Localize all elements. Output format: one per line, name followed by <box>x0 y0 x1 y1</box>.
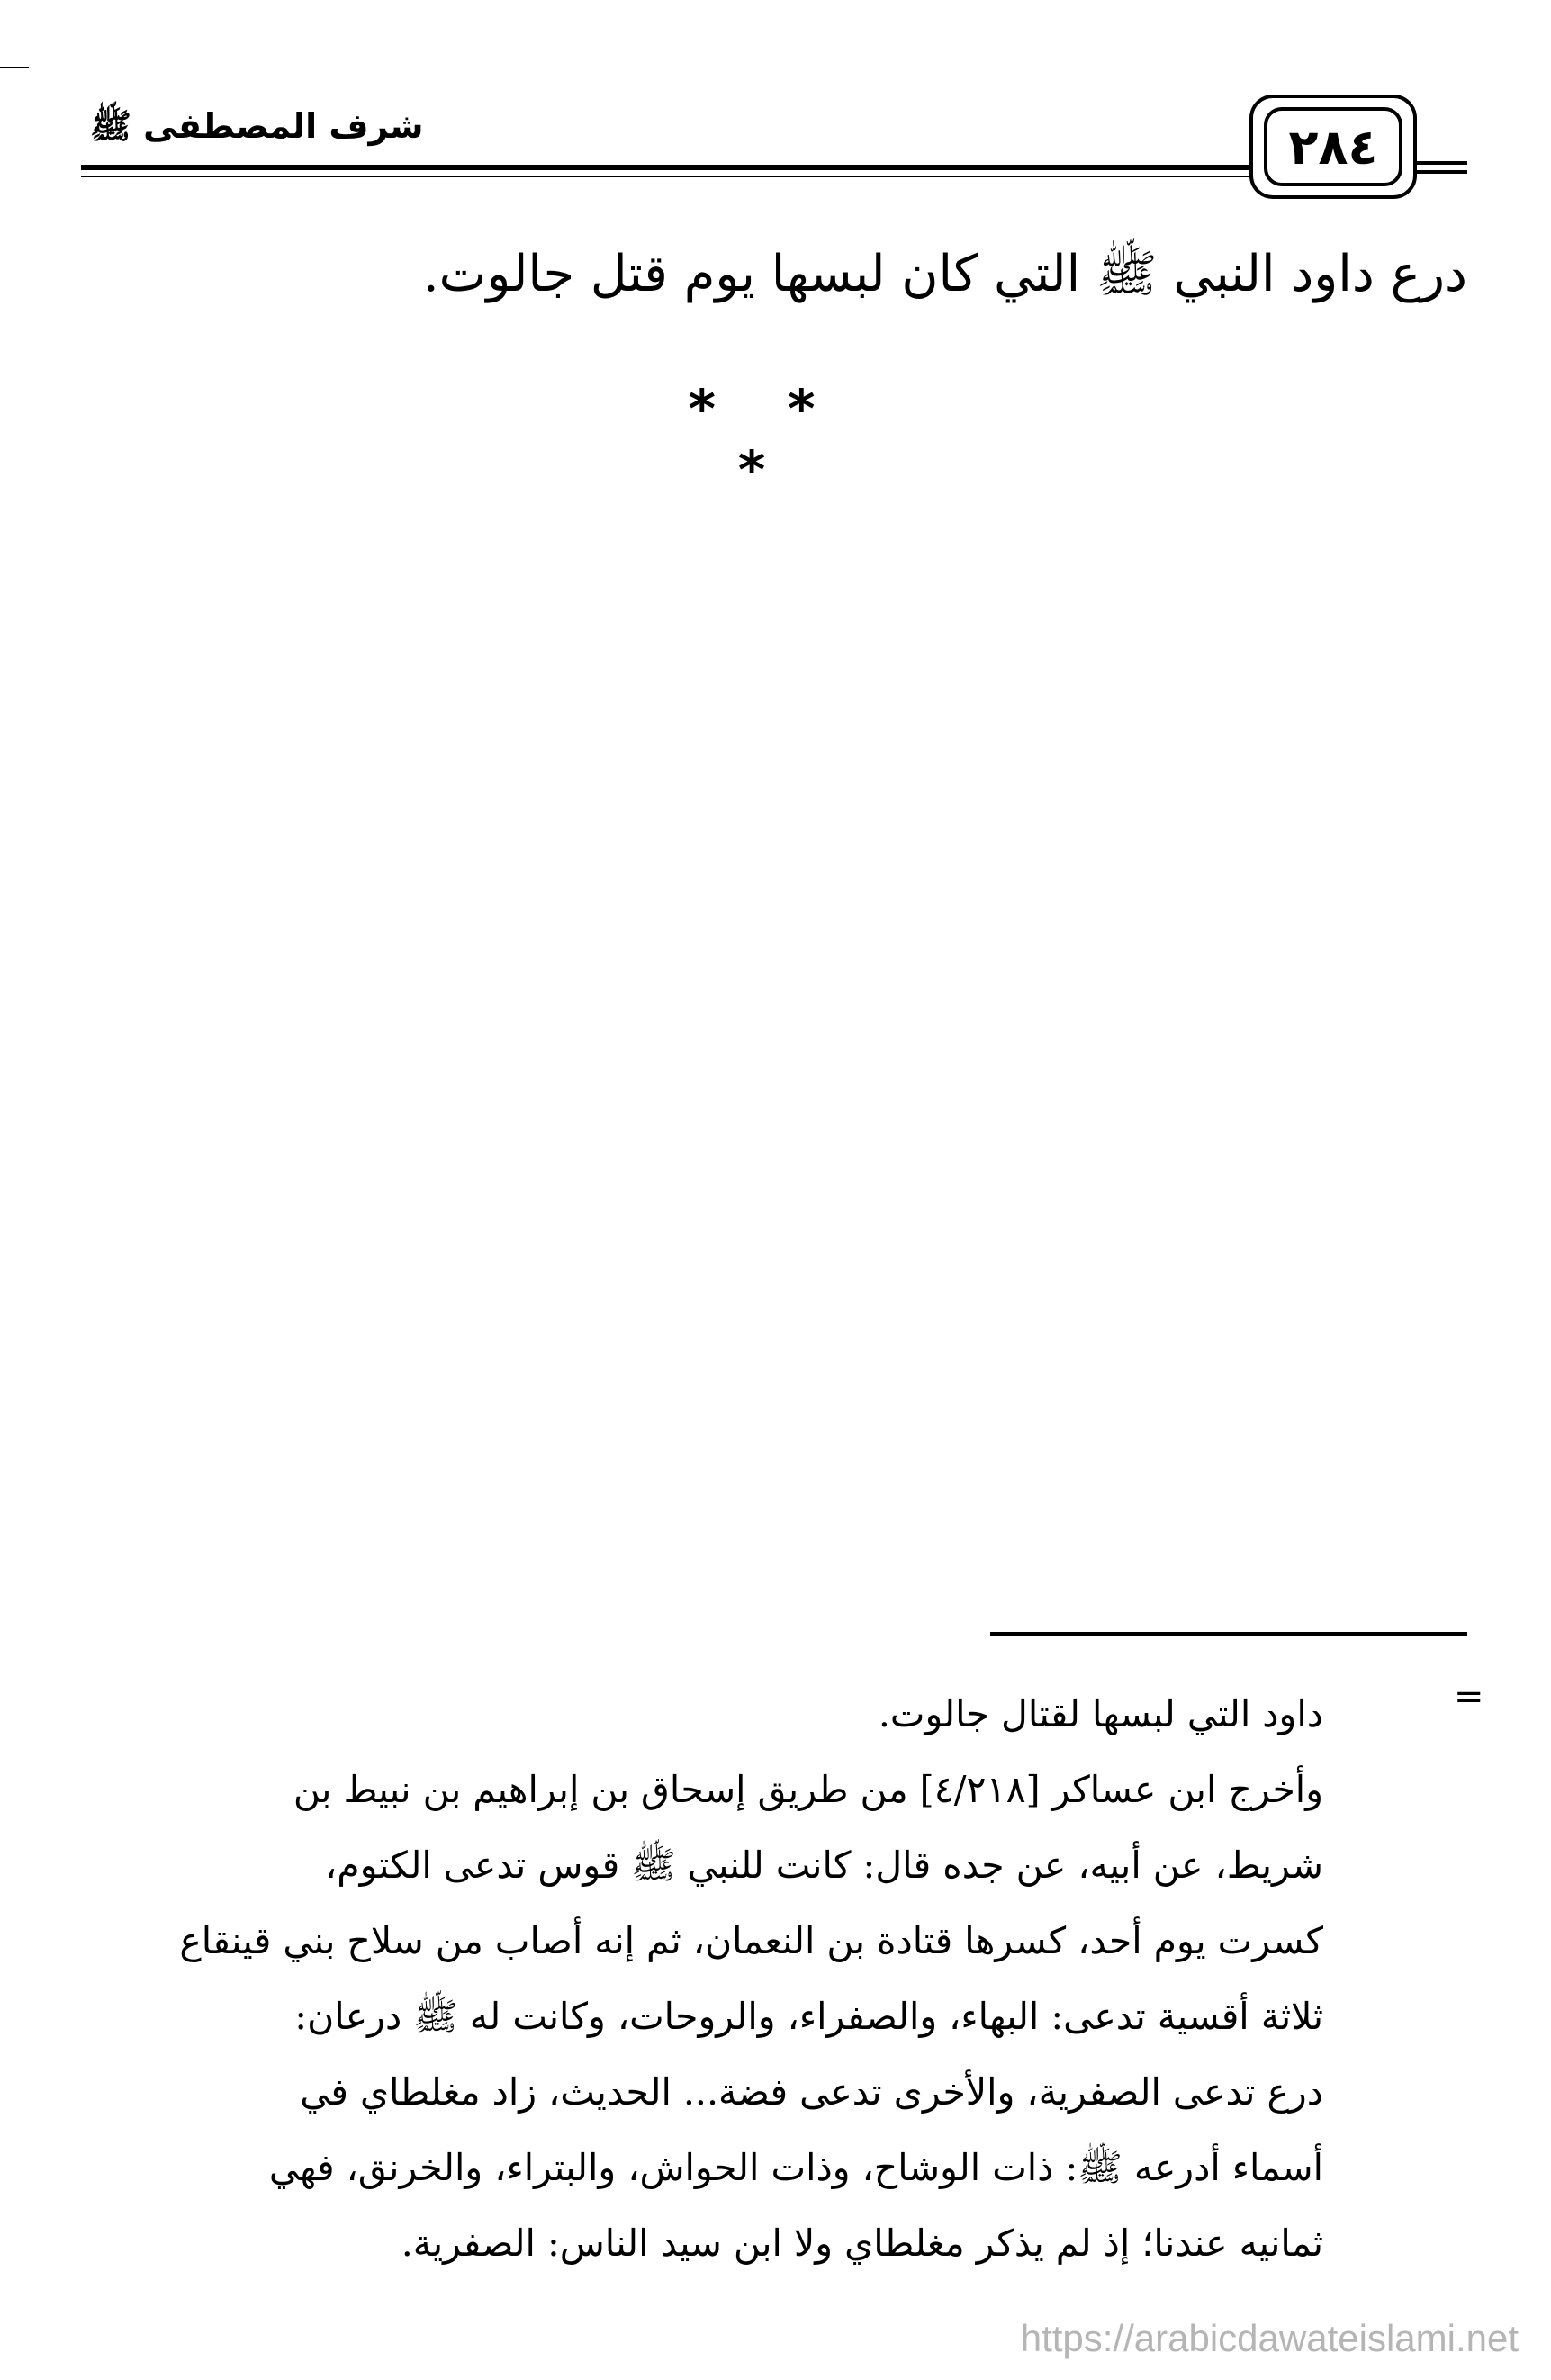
page-number-frame <box>1249 95 1417 199</box>
footnote-line: ثمانيه عندنا؛ إذ لم يذكر مغلطاي ولا ابن سيد الناس: الصفرية. <box>401 2222 1323 2265</box>
footnote-line: وأخرج ابن عساكر [٤/٢١٨] من طريق إسحاق بن إبراهيم بن نبيط بن <box>293 1768 1323 1811</box>
footnotes <box>90 1676 1323 2281</box>
footnote-line: شريط، عن أبيه، عن جده قال: كانت للنبي ﷺ قوس تدعى الكتوم، <box>325 1844 1323 1887</box>
header-rule-right <box>1415 161 1467 165</box>
footnote-line: كسرت يوم أحد، كسرها قتادة بن النعمان، ثم إنه أصاب من سلاح بني قينقاع <box>179 1919 1323 1962</box>
watermark-url: https://arabicdawateislami.net <box>1020 2317 1519 2359</box>
page-number: ٢٨٤ <box>1288 118 1378 176</box>
footnote-line: أسماء أدرعه ﷺ: ذات الوشاح، وذات الحواش، والبتراء، والخرنق، فهي <box>268 2146 1323 2189</box>
footnote-line: داود التي لبسها لقتال جالوت. <box>878 1692 1323 1735</box>
page-number-inner-frame <box>1264 107 1402 186</box>
header-rule <box>81 165 1251 170</box>
footnote-rule <box>990 1632 1467 1636</box>
footnote-line: درع تدعى الصفرية، والأخرى تدعى فضة... الحديث، زاد مغلطاي في <box>300 2070 1323 2114</box>
section-separator: * * * <box>688 378 843 500</box>
header-rule-right <box>1415 170 1467 174</box>
page-header <box>81 95 1467 194</box>
scan-edge-mark <box>0 67 29 68</box>
running-title: شرف المصطفى ﷺ <box>90 106 424 146</box>
footnote-line: ثلاثة أقسية تدعى: البهاء، والصفراء، والروحات، وكانت له ﷺ درعان: <box>294 1995 1323 2038</box>
footnote-continuation-mark: = <box>1454 1676 1484 1717</box>
header-rule-thin <box>81 176 1251 177</box>
body-paragraph: درع داود النبي ﷺ التي كان لبسها يوم قتل جالوت. <box>422 245 1467 303</box>
